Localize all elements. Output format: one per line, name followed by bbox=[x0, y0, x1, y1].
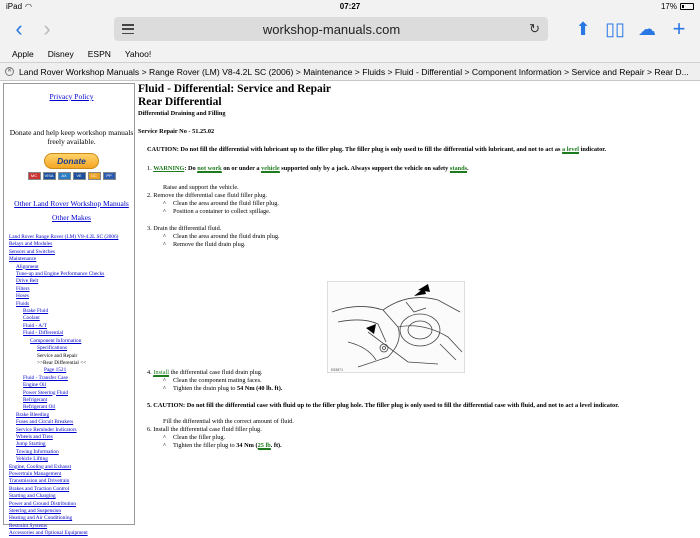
step-6a: ^ Clean the filler plug. bbox=[163, 434, 226, 441]
nav-tree-item[interactable]: Restraint Systems bbox=[9, 522, 48, 529]
bookmarks-bar bbox=[0, 45, 700, 63]
step-1-text: Raise and support the vehicle. bbox=[163, 184, 239, 191]
nav-tree-item[interactable]: Brake Fluid bbox=[23, 308, 49, 315]
reload-icon[interactable]: ↻ bbox=[529, 21, 540, 36]
step-4a: ^ Clean the component mating faces. bbox=[163, 377, 262, 384]
nav-tree-item: Service and Repair bbox=[37, 352, 78, 359]
nav-tree-item[interactable]: Accessories and Optional Equipment bbox=[9, 530, 88, 537]
status-right bbox=[661, 2, 694, 11]
bookmark-espn[interactable]: ESPN bbox=[87, 48, 111, 59]
warning-1: 1. WARNING: Do not work on or under a vehicle supported only by a jack. Always support the vehicle on safety stands. bbox=[147, 165, 469, 172]
nav-tree-item[interactable]: Fuses and Circuit Breakers bbox=[16, 419, 74, 426]
nav-tree-item[interactable]: Wheels and Tires bbox=[16, 433, 53, 440]
nav-tree-item[interactable]: Fluid - Transfer Case bbox=[23, 374, 68, 381]
nav-tree-item[interactable]: Alignment bbox=[16, 263, 39, 270]
step-2: 2. Remove the differential case fluid filler plug. bbox=[147, 192, 268, 199]
nav-tree-item[interactable]: Relays and Modules bbox=[9, 241, 53, 248]
page-title: Fluid - Differential: Service and Repair bbox=[138, 83, 332, 95]
address-bar[interactable] bbox=[114, 17, 548, 41]
new-tab-icon[interactable]: + bbox=[672, 16, 686, 41]
level-link[interactable]: a level bbox=[562, 146, 580, 153]
section-heading: Differential Draining and Filling bbox=[138, 110, 226, 117]
nav-tree-item[interactable]: Power and Ground Distribution bbox=[9, 500, 76, 507]
nav-tree-item[interactable]: Drive Belt bbox=[16, 278, 39, 285]
install-link[interactable]: Install bbox=[153, 369, 170, 376]
nav-tree-item[interactable]: Maintenance bbox=[9, 256, 37, 263]
bookmark-disney[interactable]: Disney bbox=[47, 48, 74, 59]
nav-tree-item: >>Rear Differential << bbox=[37, 359, 87, 366]
nav-tree-item[interactable]: Specifications bbox=[37, 345, 68, 352]
paypal-icon: PP bbox=[103, 172, 116, 180]
step-3a: ^ Clean the area around the fluid drain plug. bbox=[163, 233, 280, 240]
diagram-drawing bbox=[328, 282, 466, 374]
nav-tree-item[interactable]: Towing Information bbox=[16, 448, 59, 455]
forward-button[interactable]: › bbox=[43, 16, 51, 41]
breadcrumb-bar bbox=[0, 63, 700, 81]
step-4: 4. Install the differential case fluid drain plug. bbox=[147, 369, 263, 376]
device-name: iPad bbox=[6, 2, 23, 11]
nav-tree bbox=[9, 234, 134, 538]
url-text: workshop-manuals.com bbox=[262, 21, 401, 37]
step-3b: ^ Remove the fluid drain plug. bbox=[163, 241, 246, 248]
stands-link[interactable]: stands bbox=[449, 165, 468, 172]
nav-tree-item[interactable]: Fluid - Differential bbox=[23, 330, 64, 337]
nav-tree-item[interactable]: Starting and Charging bbox=[9, 493, 56, 500]
clock: 07:27 bbox=[339, 2, 361, 11]
wifi-icon: ◠ bbox=[25, 2, 32, 11]
nav-tree-item[interactable]: Refrigerant Oil bbox=[23, 404, 56, 411]
step-6: 6. Install the differential case fluid filler plug. bbox=[147, 426, 262, 433]
nav-tree-item[interactable]: Hoses bbox=[16, 293, 29, 300]
differential-diagram bbox=[327, 281, 465, 373]
nav-tree-item[interactable]: Service Reminder Indicators bbox=[16, 426, 77, 433]
nav-tree-item[interactable]: Land Rover Range Rover (LM) V8-4.2L SC (2006) bbox=[9, 234, 119, 240]
other-makes-link[interactable]: Other Makes bbox=[52, 213, 91, 222]
nav-tree-item[interactable]: Tune-up and Engine Performance Checks bbox=[16, 271, 105, 278]
nav-tree-item[interactable]: Transmission and Drivetrain bbox=[9, 478, 70, 485]
donate-text: Donate and help keep workshop manuals freely available. bbox=[9, 128, 134, 146]
cloud-tabs-icon[interactable]: ☁ bbox=[638, 18, 656, 39]
nav-tree-item[interactable]: Filters bbox=[16, 285, 30, 292]
page-subtitle: Rear Differential bbox=[138, 96, 222, 108]
page-content bbox=[3, 83, 697, 537]
status-bar bbox=[0, 0, 700, 13]
nav-tree-item[interactable]: Fluids bbox=[16, 300, 30, 307]
step-4b: ^ Tighten the drain plug to 54 Nm (40 lb. ft). bbox=[163, 385, 283, 392]
nav-tree-item[interactable]: Powertrain Management bbox=[9, 471, 62, 477]
nav-tree-item[interactable]: Vehicle Lifting bbox=[16, 456, 48, 463]
bookmark-yahoo[interactable]: Yahoo! bbox=[124, 48, 152, 59]
nav-tree-item[interactable]: Steering and Suspension bbox=[9, 508, 62, 515]
other-manuals-link[interactable]: Other Land Rover Workshop Manuals bbox=[14, 199, 129, 208]
mastercard-icon: MC bbox=[28, 172, 41, 180]
status-left bbox=[6, 2, 32, 11]
breadcrumb[interactable]: Land Rover Workshop Manuals > Range Rover (LM) V8-4.2L SC (2006) > Maintenance > Fluids > Fluid - Differential > Component Information > Service and Repair > Rear D... bbox=[19, 66, 689, 77]
service-repair-number: Service Repair No - 51.25.02 bbox=[138, 128, 215, 135]
nav-tree-item[interactable]: Coolant bbox=[23, 315, 40, 322]
drain-arrow bbox=[366, 324, 376, 334]
vehicle-link[interactable]: vehicle bbox=[261, 165, 280, 172]
figure-code: E83871 bbox=[331, 368, 344, 372]
step-3: 3. Drain the differential fluid. bbox=[147, 225, 222, 232]
step-6b: ^ Tighten the filler plug to 34 Nm (25 lb. ft). bbox=[163, 442, 282, 449]
amex-icon: AX bbox=[58, 172, 71, 180]
share-icon[interactable]: ⬆ bbox=[575, 18, 591, 39]
visa-icon: VISA bbox=[44, 173, 54, 178]
lb-link[interactable]: 25 lb bbox=[257, 442, 271, 449]
nav-tree-item[interactable]: Brake Bleeding bbox=[16, 411, 50, 418]
battery-icon bbox=[680, 3, 694, 10]
nav-tree-item[interactable]: Component Information bbox=[30, 337, 82, 344]
close-icon[interactable]: ✕ bbox=[6, 68, 13, 74]
fill-text: Fill the differential with the correct amount of fluid. bbox=[163, 418, 294, 425]
nav-tree-item[interactable]: Jump Starting bbox=[16, 441, 46, 448]
bookmark-apple[interactable]: Apple bbox=[12, 48, 34, 59]
nav-tree-item[interactable]: Engine Oil bbox=[23, 382, 47, 389]
battery-percent: 17% bbox=[660, 2, 677, 11]
reader-icon[interactable] bbox=[122, 24, 134, 34]
nav-tree-item[interactable]: Power Steering Fluid bbox=[23, 389, 69, 396]
sidebar bbox=[3, 83, 135, 537]
step-2a: ^ Clean the area around the fluid filler plug. bbox=[163, 200, 279, 207]
nav-tree-item[interactable]: Heating and Air Conditioning bbox=[9, 515, 73, 522]
nav-tree-item[interactable]: Page 1521 bbox=[44, 367, 67, 374]
donate-button[interactable]: Donate bbox=[44, 153, 99, 169]
not-work-link[interactable]: not work bbox=[197, 165, 222, 172]
nav-tree-item[interactable]: Brakes and Traction Control bbox=[9, 485, 70, 492]
privacy-policy-link[interactable]: Privacy Policy bbox=[49, 92, 94, 101]
nav-tree-item[interactable]: Fluid - A/T bbox=[23, 322, 47, 329]
back-button[interactable]: ‹ bbox=[15, 16, 23, 41]
nav-tree-item[interactable]: Engine, Cooling and Exhaust bbox=[9, 463, 72, 470]
article bbox=[135, 83, 697, 525]
visa-electron-icon: VE bbox=[73, 172, 86, 180]
browser-toolbar bbox=[0, 13, 700, 45]
caution-1: CAUTION: Do not fill the differential with lubricant up to the filler plug. The filler plug is only used to fill the differential with lubricant, and not to act as a level indicator. bbox=[147, 146, 607, 153]
bookmarks-icon[interactable]: ▯▯ bbox=[605, 18, 625, 39]
discover-icon: DC bbox=[88, 172, 101, 180]
warning-link[interactable]: WARNING bbox=[153, 165, 185, 172]
nav-tree-item[interactable]: Sensors and Switches bbox=[9, 248, 55, 255]
sidebar-top bbox=[9, 92, 134, 222]
step-2b: ^ Position a container to collect spillage. bbox=[163, 208, 271, 215]
caution-5: 5. CAUTION: Do not fill the differential case with fluid up to the filler plug hole. The filler plug is only used to fill the differential case with fluid, and not to act a level indicator. bbox=[147, 402, 619, 409]
nav-tree-item[interactable]: Refrigerant bbox=[23, 396, 48, 403]
payment-cards bbox=[9, 172, 134, 180]
